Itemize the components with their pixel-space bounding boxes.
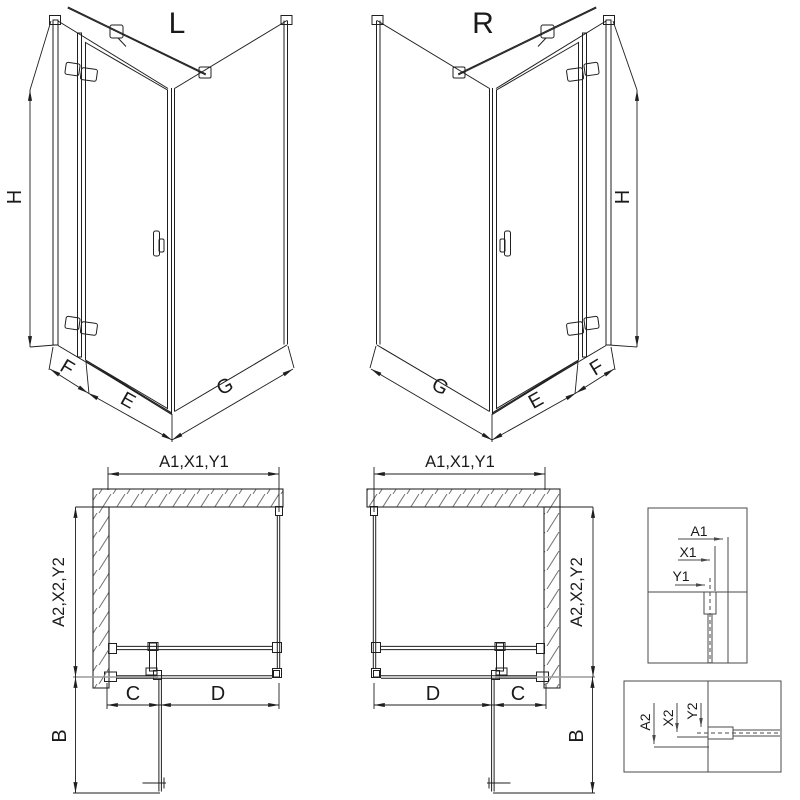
- hinge-top-door-plate: [80, 67, 98, 81]
- side-panel-top-edge: [175, 21, 288, 89]
- detail-label-a1: A1: [690, 523, 708, 539]
- detail-label-x1: X1: [679, 544, 697, 560]
- stabilizer-post: [150, 643, 157, 671]
- dim-line-side: [172, 369, 293, 440]
- stabilizer-wall-bracket: [109, 644, 117, 654]
- dim-label-return-right: F: [586, 355, 608, 381]
- ext-line: [611, 347, 615, 370]
- wall-section-left: [93, 507, 109, 688]
- iso-view-left: [4, 7, 294, 442]
- plan-view-right: [367, 453, 595, 793]
- ext-line: [575, 362, 578, 394]
- hinge-bottom-door-plate: [80, 321, 98, 335]
- dim-label-swing-right: B: [566, 729, 588, 743]
- ext-line: [609, 345, 637, 347]
- dim-label-width-left: A1,X1,Y1: [159, 453, 229, 471]
- door-panel: [86, 43, 168, 409]
- front-top-edge: [58, 21, 168, 89]
- ext-line: [30, 345, 55, 347]
- ext-line: [613, 21, 637, 90]
- variant-label-right: R: [472, 7, 494, 40]
- dim-label-fixed-left: C: [125, 683, 141, 705]
- dim-label-height-right: H: [612, 189, 634, 205]
- wall-profile: [53, 20, 58, 345]
- dim-label-depth-right: A2,X2,Y2: [568, 557, 586, 627]
- variant-label-left: L: [168, 7, 186, 40]
- side-panel-bottom-edge: [175, 345, 288, 412]
- detail-box-width: [648, 508, 747, 663]
- dim-label-width-right: A1,X1,Y1: [425, 453, 495, 471]
- wall-section-top: [367, 489, 560, 507]
- iso-enclosure-geometry: [50, 7, 293, 415]
- support-bar-arm: [118, 38, 126, 47]
- plan-enclosure-geometry: [105, 507, 283, 792]
- ext-line: [370, 346, 376, 368]
- detail-label-x2: X2: [660, 709, 676, 727]
- wall-section-top: [93, 489, 283, 507]
- iso-view-right: [370, 7, 637, 442]
- detail-box-depth: [624, 681, 781, 772]
- dim-label-swing-left: B: [49, 729, 71, 743]
- ext-line: [86, 362, 89, 394]
- detail-label-y1: Y1: [672, 568, 690, 584]
- corner-block: [274, 671, 280, 678]
- ext-line: [49, 347, 53, 370]
- dim-label-door-right: E: [524, 387, 548, 414]
- dim-label-door-plan-right: D: [425, 683, 441, 705]
- dim-label-door-left: E: [116, 387, 140, 414]
- dim-label-door-plan-left: D: [210, 683, 226, 705]
- detail-label-a2: A2: [637, 713, 653, 731]
- dim-label-height-left: H: [4, 189, 26, 205]
- plan-view-left: [49, 453, 283, 793]
- wall-section-right: [544, 507, 560, 688]
- hinge-profile: [78, 33, 82, 357]
- dim-label-depth-left: A2,X2,Y2: [50, 557, 68, 627]
- dim-label-fixed-right: C: [510, 683, 526, 705]
- dim-label-return-left: F: [56, 355, 78, 381]
- ext-line: [30, 21, 51, 90]
- ext-line: [288, 346, 294, 368]
- dim-line-side: [371, 369, 492, 440]
- iso-enclosure-geometry-mirrored: [372, 7, 615, 415]
- dim-label-side-right: G: [427, 373, 453, 401]
- detail-label-y2: Y2: [684, 702, 700, 720]
- plan-enclosure-geometry-mirrored: [371, 507, 549, 792]
- dim-label-side-left: G: [212, 373, 238, 401]
